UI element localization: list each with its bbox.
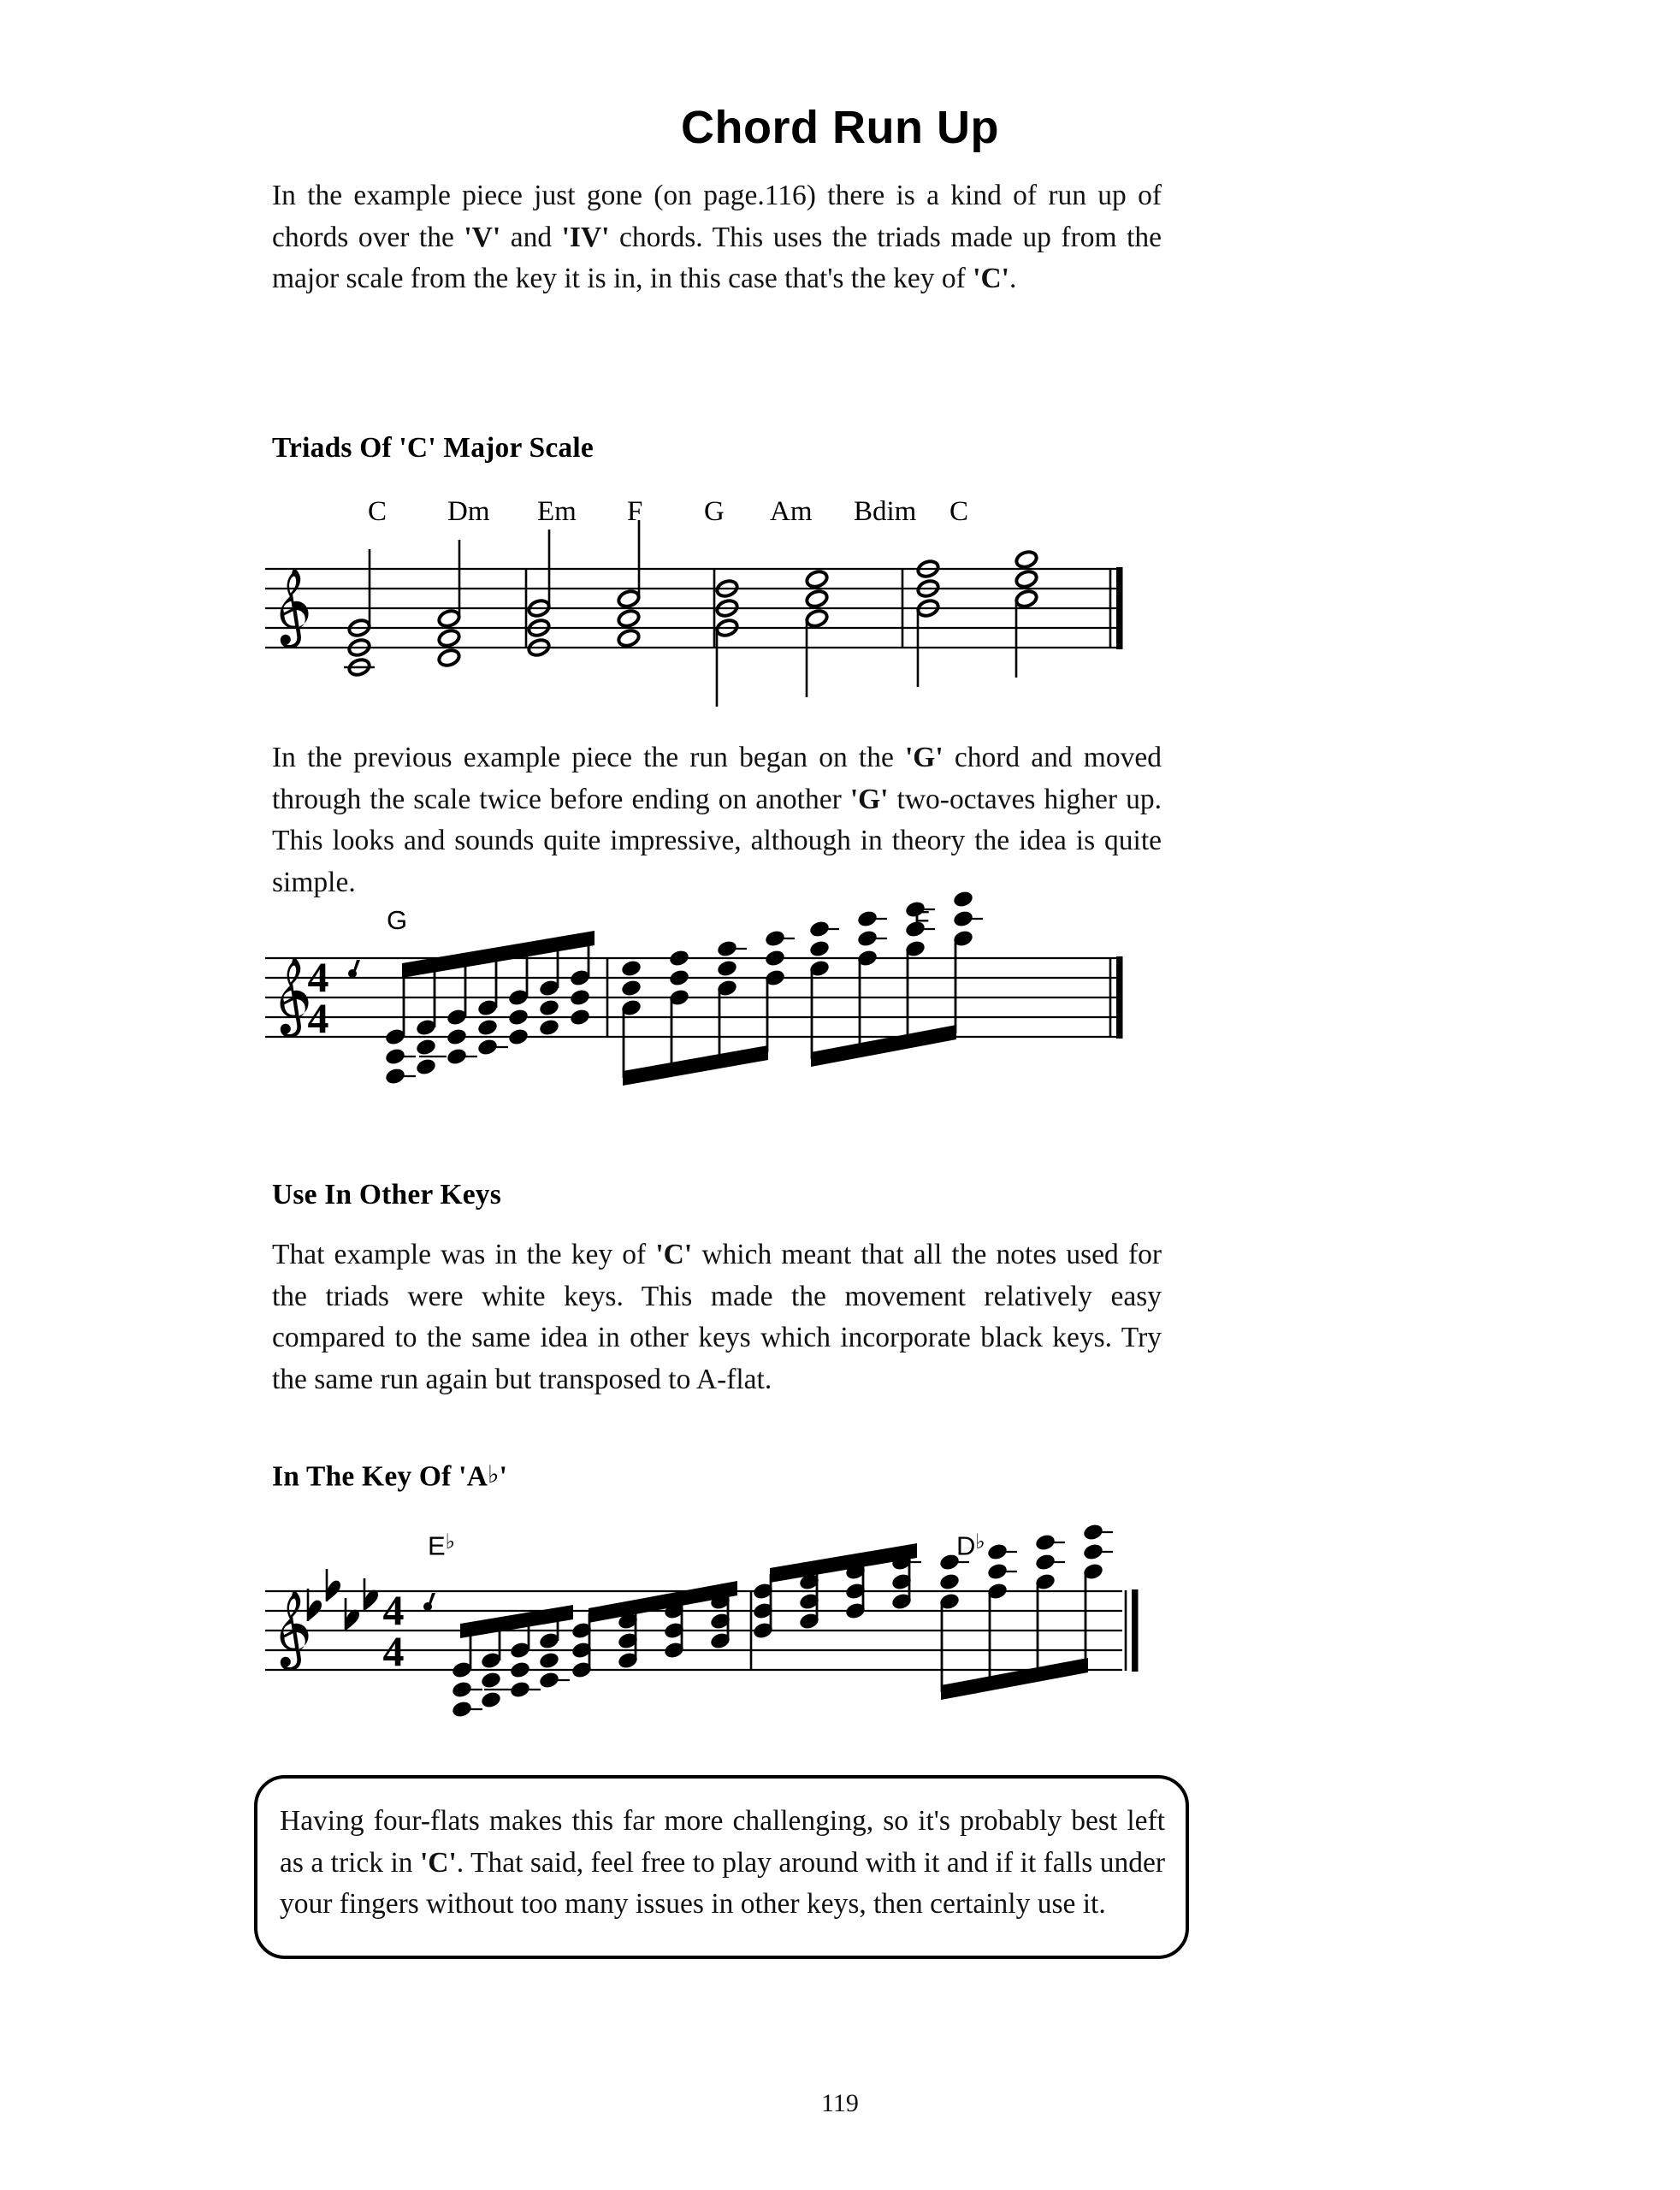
chord-label-8: C [949, 496, 969, 527]
flat-sign-icon: ♭ [488, 1462, 500, 1489]
chord-run-ab-notation [265, 1531, 1429, 1771]
beam-measure-2a [623, 1045, 768, 1086]
chord-run-in-a-flat-staff [265, 1531, 1429, 1771]
chord-label-1: C [368, 496, 387, 527]
third-paragraph-text: That example was in the key of 'C' which meant that all the notes used for the triads were white keys. This made the movement relatively easy compared to the same idea in other keys which incorporate black keys. Try the same run again but transposed to A-flat. [272, 1239, 1162, 1395]
third-paragraph [272, 1234, 1162, 1400]
svg-text:4: 4 [307, 953, 329, 1001]
intro-paragraph-text: In the example piece just gone (on page.116) there is a kind of run up of chords over the 'V' and 'IV' chords. This uses the triads made up from the major scale from the key it is in, in this case that's the key of 'C'. [272, 180, 1162, 294]
chord-label-run-eb [428, 1530, 455, 1561]
time-signature-4-4 [383, 1586, 405, 1675]
callout-text [280, 1801, 1165, 1926]
chord-triad-bdim [916, 559, 940, 687]
chord-label-eb-letter: E [428, 1530, 446, 1561]
chord-run-c-notation [265, 907, 1429, 1138]
chord-label-3: Em [537, 496, 577, 527]
chord-triad-dm [437, 540, 461, 668]
chord-triad-g [715, 578, 739, 707]
chord-label-4: F [627, 496, 643, 527]
callout-paragraph: Having four-flats makes this far more challenging, so it's probably best left as a trick in 'C'. That said, feel free to play around with it and if it falls under your fingers without too many issues in other keys, then certainly use it. [280, 1805, 1165, 1920]
svg-text:4: 4 [382, 1627, 405, 1675]
second-paragraph [272, 737, 1162, 903]
second-paragraph-text: In the previous example piece the run began on the 'G' chord and moved through the scale twice before ending on another 'G' two-octaves higher up. This looks and sounds quite impressive, although in theory the idea is quite simple. [272, 742, 1162, 898]
heading-key-prefix: In The Key Of 'A [272, 1460, 488, 1493]
triads-of-c-major-scale-staff [265, 496, 1429, 693]
heading-in-the-key-of-a-flat [272, 1459, 507, 1493]
chord-run-group-3 [808, 890, 983, 1059]
page-title: Chord Run Up [681, 102, 999, 153]
chord-triad-f [617, 520, 641, 648]
triads-staff-notation [265, 496, 1429, 693]
chord-run-group-2 [620, 929, 795, 1078]
page-number: 119 [821, 2089, 859, 2117]
beam-group-1 [460, 1605, 573, 1638]
chord-triad-em [527, 530, 551, 658]
chord-label-7: Bdim [854, 496, 917, 527]
heading-use-in-other-keys: Use In Other Keys [272, 1179, 501, 1210]
heading-triads-of-c-major-scale: Triads Of 'C' Major Scale [272, 432, 594, 464]
chord-label-5: G [704, 496, 725, 527]
beam-measure-1 [402, 931, 595, 978]
flat-sign-icon: ♭ [445, 1530, 456, 1554]
beam-group-4 [941, 1658, 1088, 1700]
flat-sign-icon: ♭ [975, 1530, 985, 1554]
intro-paragraph [272, 175, 1162, 300]
chord-label-6: Am [770, 496, 813, 527]
final-double-barline [1126, 1589, 1139, 1672]
chord-run-in-c-staff [265, 907, 1429, 1138]
chord-label-db-letter: D [956, 1530, 976, 1561]
chord-label-run-g: G [387, 905, 408, 935]
svg-text:4: 4 [382, 1586, 405, 1634]
heading-key-suffix: ' [499, 1460, 508, 1493]
eighth-rest-icon [423, 1593, 435, 1611]
beam-measure-2b [811, 1025, 956, 1067]
time-signature-4-4 [308, 953, 329, 1042]
chord-label-run-db [956, 1530, 985, 1561]
chord-label-2: Dm [447, 496, 490, 527]
svg-text:4: 4 [307, 994, 329, 1042]
chord-label-run-f: F [914, 905, 930, 935]
eighth-rest-icon [348, 960, 360, 978]
key-signature-four-flats [308, 1569, 378, 1631]
